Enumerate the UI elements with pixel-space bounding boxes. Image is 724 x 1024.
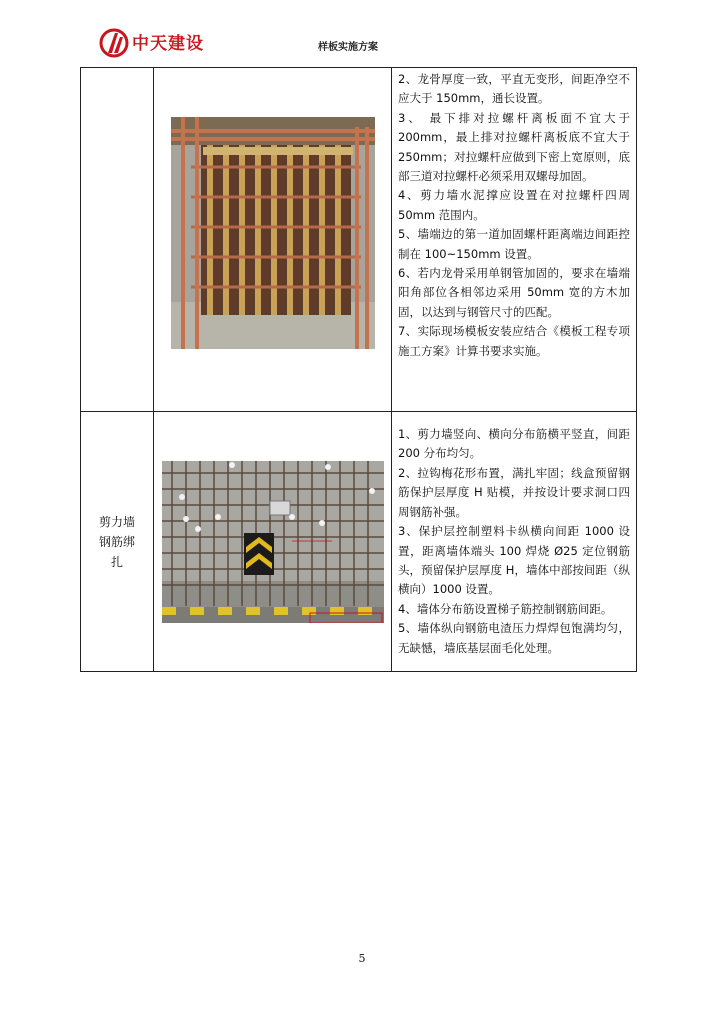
table-row [81, 68, 637, 412]
company-name: 中天建设 [132, 34, 204, 54]
list-item: 6、若内龙骨采用单钢管加固的，要求在墙端阳角部位各相邻边采用 50mm 宽的方木加固，以达到与钢管尺寸的匹配。 [398, 266, 630, 319]
list-item: 2、龙骨厚度一致，平直无变形，间距净空不应大于 150mm，通长设置。 [398, 72, 630, 106]
list-item: 3、 最下排对拉螺杆离板面不宜大于 200mm，最上排对拉螺杆离板底不宜大于 250mm；对拉螺杆应做到下密上宽原则，底部三道对拉螺杆必须采用双螺母加固。 [398, 110, 630, 184]
table-row [81, 412, 637, 672]
list-item: 4、剪力墙水泥撑应设置在对拉螺杆四周 50mm 范围内。 [398, 188, 630, 222]
list-item: 5、墙端边的第一道加固螺杆距离端边间距控制在 100~150mm 设置。 [398, 227, 630, 261]
photo-cell [154, 68, 392, 412]
list-item: 2、拉钩梅花形布置，满扎牢固；线盒预留钢筋保护层厚度 H 贴模，并按设计要求洞口四周钢筋补强。 [398, 465, 630, 519]
list-item: 4、墙体分布筋设置梯子筋控制钢筋间距。 [398, 601, 613, 616]
rebar-photo [162, 461, 384, 623]
requirements-list [392, 68, 636, 363]
list-item: 3、保护层控制塑料卡纵横向间距 1000 设置，距离墙体端头 100 焊烧 Ø25 定位钢筋头，预留保护层厚度 H，墙体中部按间距（纵横向）1000 设置。 [398, 524, 630, 597]
requirements-cell [392, 412, 637, 672]
requirements-list [392, 423, 636, 660]
list-item: 1、剪力墙竖向、横向分布筋横平竖直，间距 200 分布均匀。 [398, 427, 630, 461]
requirements-cell [392, 68, 637, 412]
row-label-text: 剪力墙钢筋绑扎 [98, 514, 135, 569]
document-title: 样板实施方案 [318, 42, 378, 53]
photo-cell [154, 412, 392, 672]
page-header [0, 0, 724, 70]
row-label [81, 68, 154, 412]
page-number: 5 [358, 952, 366, 965]
row-label [81, 412, 154, 672]
list-item: 7、实际现场模板安装应结合《模板工程专项施工方案》计算书要求实施。 [398, 324, 630, 358]
formwork-photo [171, 117, 375, 349]
list-item: 5、墙体纵向钢筋电渣压力焊焊包饱满均匀，无缺憾，墙底基层面毛化处理。 [398, 621, 630, 655]
content-table [80, 67, 637, 672]
